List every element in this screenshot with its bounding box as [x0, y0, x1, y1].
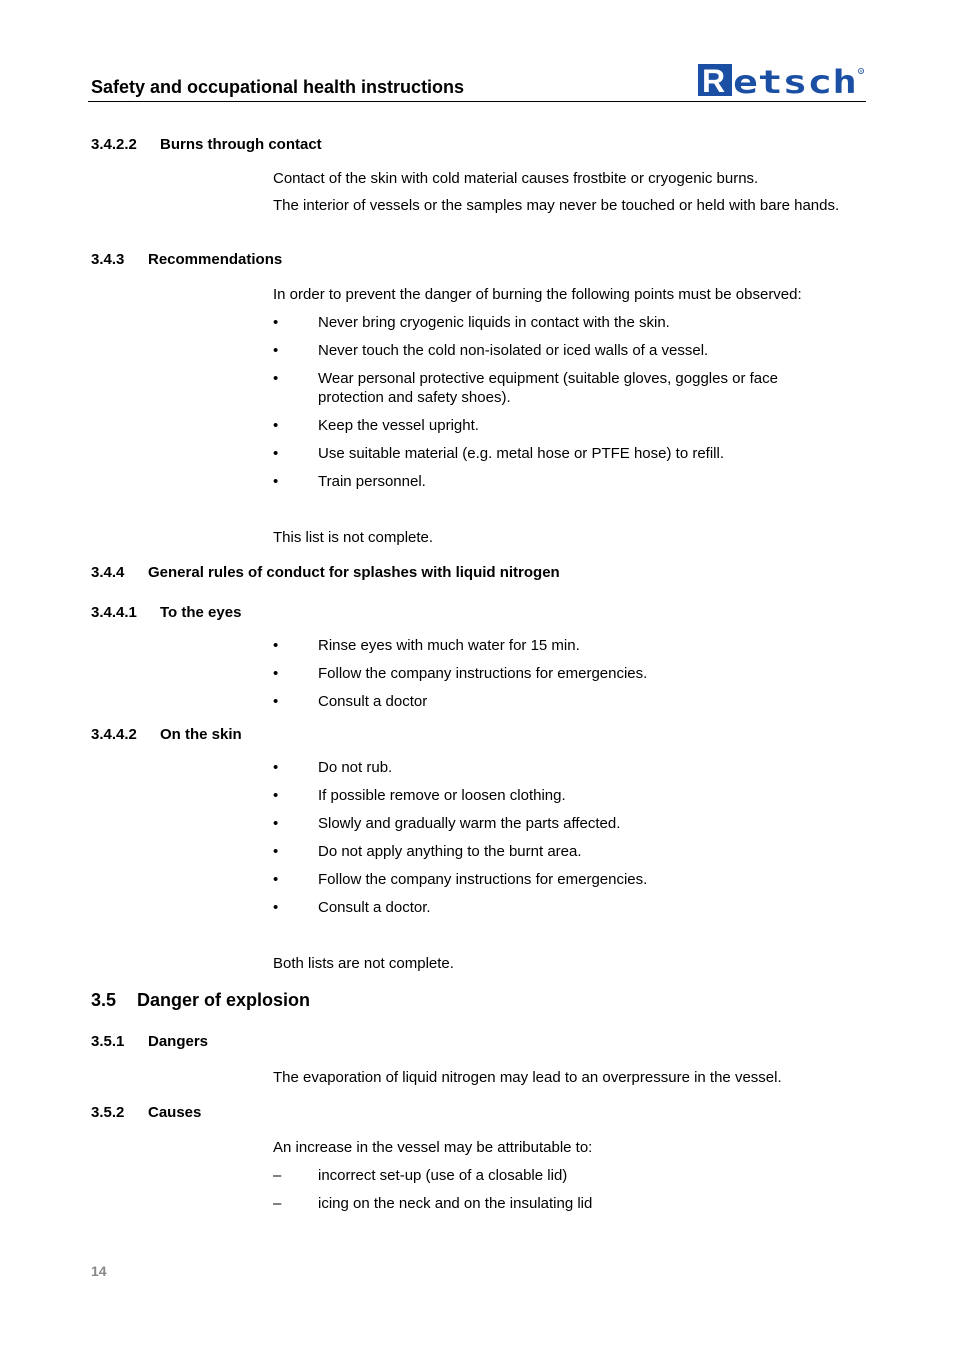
page-number: 14: [91, 1263, 107, 1279]
page-header-title: Safety and occupational health instructions: [91, 77, 465, 97]
header-rule: [88, 101, 866, 102]
section-number: 3.4.3: [91, 251, 125, 268]
list-note: Both lists are not complete.: [273, 955, 454, 972]
section-heading-3-5: [91, 990, 310, 1011]
section-title: On the skin: [160, 726, 242, 743]
section-heading-3-4-4-1: [91, 604, 241, 621]
section-heading-3-4-3: [91, 251, 282, 268]
section-heading-3-5-2: [91, 1104, 201, 1121]
section-heading-3-5-1: [91, 1033, 208, 1050]
paragraph: An increase in the vessel may be attributable to:: [273, 1139, 593, 1156]
paragraph: In order to prevent the danger of burning the following points must be observed:: [273, 286, 802, 303]
paragraph: The evaporation of liquid nitrogen may lead to an overpressure in the vessel.: [273, 1069, 782, 1086]
section-number: 3.4.4.1: [91, 604, 137, 621]
section-number: 3.4.2.2: [91, 136, 137, 153]
section-number: 3.4.4.2: [91, 726, 137, 743]
section-number: 3.5.1: [91, 1033, 125, 1050]
section-number: 3.4.4: [91, 564, 125, 581]
retsch-logo: [697, 62, 867, 98]
section-number: 3.5: [91, 990, 117, 1010]
paragraph: Contact of the skin with cold material causes frostbite or cryogenic burns.: [273, 170, 759, 187]
paragraph: The interior of vessels or the samples may never be touched or held with bare hands.: [273, 197, 840, 214]
section-title: Recommendations: [148, 251, 283, 268]
section-heading-3-4-4-2: [91, 726, 242, 743]
list-note: This list is not complete.: [273, 529, 434, 546]
section-title: Burns through contact: [160, 136, 322, 153]
section-heading-3-4-4: [91, 564, 560, 581]
section-number: 3.5.2: [91, 1104, 125, 1121]
section-title: To the eyes: [160, 604, 242, 621]
section-title: Causes: [148, 1104, 202, 1121]
svg-text:R: R: [859, 68, 863, 74]
svg-text:R: R: [702, 63, 726, 98]
section-title: Dangers: [148, 1033, 209, 1050]
section-title: General rules of conduct for splashes with liquid nitrogen: [148, 564, 560, 581]
section-heading-3-4-2-2: [91, 136, 322, 153]
svg-text:etsch: etsch: [733, 63, 857, 98]
section-title: Danger of explosion: [137, 990, 311, 1010]
